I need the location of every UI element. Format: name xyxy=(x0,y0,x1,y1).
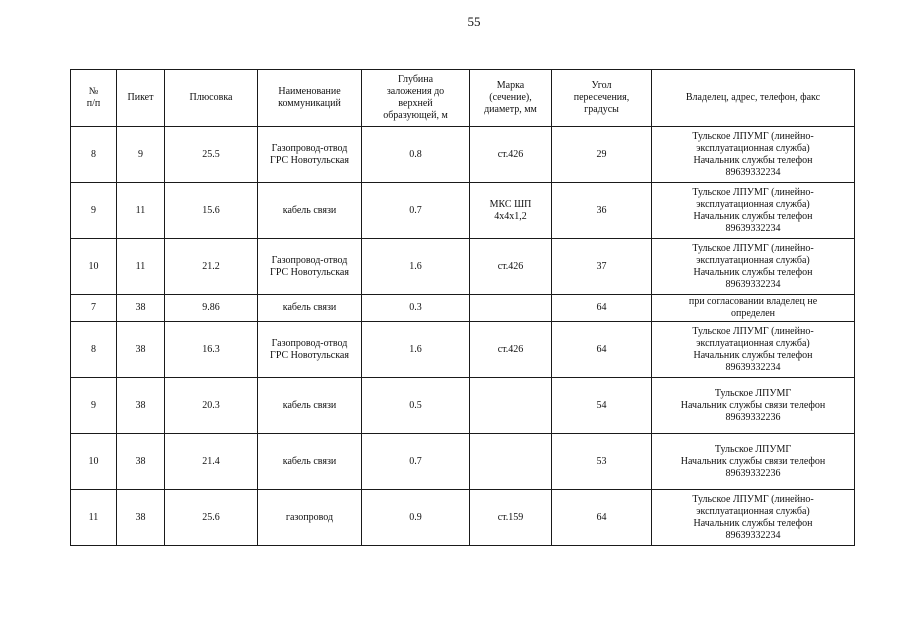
cell-plus: 15.6 xyxy=(165,183,258,239)
cell-plus: 9.86 xyxy=(165,295,258,322)
cell-angle: 54 xyxy=(552,378,652,434)
cell-number: 8 xyxy=(71,127,117,183)
cell-depth: 0.3 xyxy=(362,295,470,322)
cell-plus: 25.5 xyxy=(165,127,258,183)
cell-depth: 1.6 xyxy=(362,322,470,378)
table-row xyxy=(71,490,855,546)
cell-owner: при согласовании владелец не определен xyxy=(652,295,855,322)
cell-angle: 29 xyxy=(552,127,652,183)
cell-depth: 1.6 xyxy=(362,239,470,295)
cell-name: кабель связи xyxy=(258,434,362,490)
col-header-owner: Владелец, адрес, телефон, факс xyxy=(652,70,855,127)
cell-owner: Тульское ЛПУМГ Начальник службы связи телефон 89639332236 xyxy=(652,434,855,490)
cell-mark: ст.426 xyxy=(470,239,552,295)
cell-owner: Тульское ЛПУМГ (линейно- эксплуатационная служба) Начальник службы телефон 89639332234 xyxy=(652,183,855,239)
table-row xyxy=(71,434,855,490)
cell-mark: ст.426 xyxy=(470,127,552,183)
table-row xyxy=(71,295,855,322)
cell-mark: ст.426 xyxy=(470,322,552,378)
cell-mark xyxy=(470,295,552,322)
col-header-depth: Глубина заложения до верхней образующей, м xyxy=(362,70,470,127)
cell-mark: ст.159 xyxy=(470,490,552,546)
cell-number: 9 xyxy=(71,183,117,239)
cell-depth: 0.9 xyxy=(362,490,470,546)
cell-angle: 53 xyxy=(552,434,652,490)
cell-picket: 38 xyxy=(117,434,165,490)
cell-number: 10 xyxy=(71,434,117,490)
cell-plus: 20.3 xyxy=(165,378,258,434)
cell-owner: Тульское ЛПУМГ (линейно- эксплуатационная служба) Начальник службы телефон 89639332234 xyxy=(652,239,855,295)
cell-angle: 64 xyxy=(552,322,652,378)
cell-angle: 37 xyxy=(552,239,652,295)
table-row xyxy=(71,378,855,434)
cell-owner: Тульское ЛПУМГ (линейно- эксплуатационная служба) Начальник службы телефон 89639332234 xyxy=(652,490,855,546)
cell-picket: 9 xyxy=(117,127,165,183)
cell-name: газопровод xyxy=(258,490,362,546)
cell-name: кабель связи xyxy=(258,183,362,239)
cell-name: Газопровод-отвод ГРС Новотульская xyxy=(258,322,362,378)
cell-name: кабель связи xyxy=(258,295,362,322)
cell-depth: 0.7 xyxy=(362,183,470,239)
cell-mark xyxy=(470,378,552,434)
cell-owner: Тульское ЛПУМГ (линейно- эксплуатационная служба) Начальник службы телефон 89639332234 xyxy=(652,127,855,183)
communications-table xyxy=(70,69,855,546)
table-row xyxy=(71,183,855,239)
cell-picket: 38 xyxy=(117,490,165,546)
col-header-mark: Марка (сечение), диаметр, мм xyxy=(470,70,552,127)
page-number: 55 xyxy=(467,14,481,29)
cell-depth: 0.8 xyxy=(362,127,470,183)
cell-number: 9 xyxy=(71,378,117,434)
cell-angle: 64 xyxy=(552,490,652,546)
table-row xyxy=(71,322,855,378)
col-header-name: Наименование коммуникаций xyxy=(258,70,362,127)
cell-name: Газопровод-отвод ГРС Новотульская xyxy=(258,127,362,183)
cell-picket: 38 xyxy=(117,378,165,434)
table-row xyxy=(71,239,855,295)
cell-picket: 11 xyxy=(117,239,165,295)
table-header-row xyxy=(71,70,855,127)
cell-number: 10 xyxy=(71,239,117,295)
cell-number: 7 xyxy=(71,295,117,322)
cell-number: 11 xyxy=(71,490,117,546)
cell-picket: 11 xyxy=(117,183,165,239)
cell-name: Газопровод-отвод ГРС Новотульская xyxy=(258,239,362,295)
table-body xyxy=(71,127,855,546)
cell-angle: 64 xyxy=(552,295,652,322)
cell-picket: 38 xyxy=(117,322,165,378)
table-row xyxy=(71,127,855,183)
cell-number: 8 xyxy=(71,322,117,378)
cell-mark xyxy=(470,434,552,490)
cell-plus: 16.3 xyxy=(165,322,258,378)
col-header-angle: Угол пересечения, градусы xyxy=(552,70,652,127)
cell-depth: 0.7 xyxy=(362,434,470,490)
cell-depth: 0.5 xyxy=(362,378,470,434)
cell-angle: 36 xyxy=(552,183,652,239)
cell-plus: 25.6 xyxy=(165,490,258,546)
col-header-plus: Плюсовка xyxy=(165,70,258,127)
cell-owner: Тульское ЛПУМГ (линейно- эксплуатационная служба) Начальник службы телефон 89639332234 xyxy=(652,322,855,378)
col-header-number: № п/п xyxy=(71,70,117,127)
cell-plus: 21.4 xyxy=(165,434,258,490)
cell-owner: Тульское ЛПУМГ Начальник службы связи телефон 89639332236 xyxy=(652,378,855,434)
cell-mark: МКС ШП 4х4х1,2 xyxy=(470,183,552,239)
cell-name: кабель связи xyxy=(258,378,362,434)
col-header-picket: Пикет xyxy=(117,70,165,127)
cell-plus: 21.2 xyxy=(165,239,258,295)
cell-picket: 38 xyxy=(117,295,165,322)
